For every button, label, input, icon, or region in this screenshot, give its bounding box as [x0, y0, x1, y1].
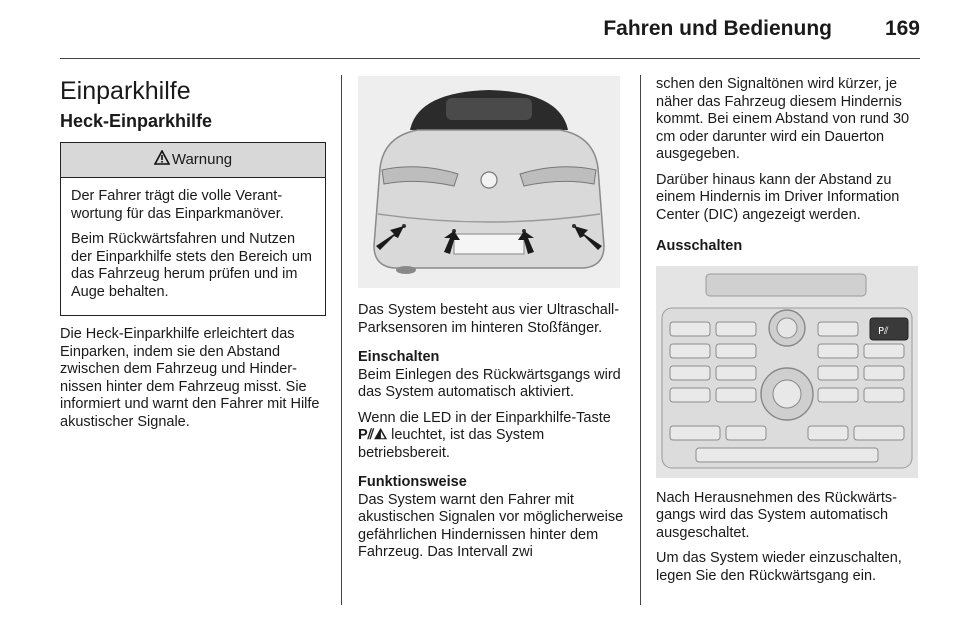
- park-assist-symbol-icon: P⫽◭: [358, 427, 388, 443]
- warning-paragraph-2: Beim Rückwärtsfahren und Nutzen der Einparkhilfe stets den Bereich um das Fahrzeug herum prüfen und im Auge behalten.: [71, 231, 312, 300]
- warning-title: Warnung: [171, 151, 233, 169]
- column-1: [60, 76, 328, 439]
- warning-box: [60, 142, 326, 316]
- interval-paragraph: schen den Signaltönen wird kürzer, je näher das Fahrzeug diesem Hindernis kommt. Bei einem Abstand von rund 30 cm oder darunter wird ein Dauerton ausgegeben.: [656, 76, 910, 162]
- einschalten-heading: Einschalten: [358, 349, 440, 365]
- led-text-after: leuchtet, ist das System betriebsbereit.: [358, 427, 545, 461]
- led-text-before: Wenn die LED in der Einparkhilfe-Taste: [358, 409, 611, 426]
- subsection-title: Heck-Einparkhilfe: [60, 111, 213, 131]
- column-2: [358, 76, 626, 570]
- intro-paragraph: Die Heck-Einparkhilfe erleichtert das Einparken, indem sie den Abstand zwischen dem Fahrzeug und Hindernissen hinter dem Fahrzeug misst. Sie informiert und warnt den Fahrer mit Hilfe akustischer Signale.: [60, 326, 320, 430]
- svg-text:P⫽: P⫽: [878, 325, 889, 337]
- funktion-paragraph: [358, 474, 626, 562]
- led-paragraph: [358, 410, 626, 463]
- page-number: 169: [884, 17, 920, 40]
- auto-off-paragraph: Nach Herausnehmen des Rückwärtsgangs wird das System automatisch ausgeschaltet.: [656, 489, 897, 541]
- column-divider-2: [640, 75, 641, 605]
- ausschalten-heading: Ausschalten: [656, 238, 743, 254]
- warning-triangle-icon: [154, 150, 170, 170]
- car-rear-sensors-illustration: [358, 76, 620, 288]
- center-console-illustration: [656, 266, 918, 478]
- reactivate-paragraph: Um das System wieder einzuschalten, legen Sie den Rückwärtsgang ein.: [656, 550, 902, 584]
- warning-header: [61, 143, 325, 178]
- dic-paragraph: Darüber hinaus kann der Abstand zu einem Hindernis im Driver Information Center (DIC) angezeigt werden.: [656, 171, 900, 223]
- einschalten-paragraph: [358, 349, 626, 402]
- warning-paragraph-1: Der Fahrer trägt die volle Verantwortung für das Einparkmanöver.: [71, 188, 284, 222]
- header-rule: [60, 58, 920, 59]
- system-description: Das System besteht aus vier Ultraschall-Parksensoren im hinteren Stoßfänger.: [358, 302, 620, 336]
- column-divider-1: [341, 75, 342, 605]
- funktion-text: Das System warnt den Fahrer mit akustischen Signalen vor möglicherweise gefährlichen Hindernissen hinter dem Fahrzeug. Das Intervall zwi: [358, 491, 624, 560]
- einschalten-text: Beim Einlegen des Rückwärtsgangs wird das System automatisch aktiviert.: [358, 366, 621, 400]
- header-title: Fahren und Bedienung: [603, 17, 832, 40]
- warning-body: [61, 178, 325, 315]
- column-3: [656, 76, 924, 593]
- funktion-heading: Funktionsweise: [358, 474, 467, 490]
- section-title: Einparkhilfe: [60, 77, 191, 105]
